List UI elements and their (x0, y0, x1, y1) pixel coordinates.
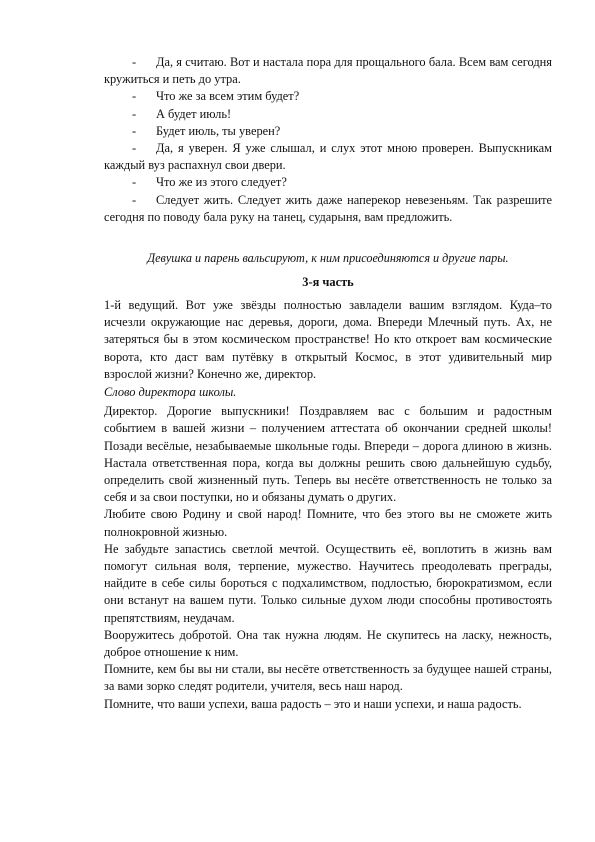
dialogue-line (104, 88, 552, 105)
dialogue-line (104, 192, 552, 226)
director-title: Слово директора школы. (104, 385, 237, 400)
director-paragraph: Помните, что ваши успехи, ваша радость – это и наши успехи, и наша радость. (104, 696, 522, 711)
dialogue-text: А будет июль! (156, 106, 232, 121)
dialogue-dash: - (132, 175, 137, 190)
host-paragraph (104, 297, 552, 383)
dialogue-dash: - (132, 89, 137, 104)
director-paragraph: Не забудьте запастись светлой мечтой. Осуществить её, воплотить в жизнь вам помогут сильная воля, терпение, мужество. Научитесь преодолевать преграды, найдите в себе силы бороться с подхалимством, подлостью, бюрократизмом, если они встанут на вашем пути. Только сильные духом люди способны противостоять препятствиям, неудачам. (104, 541, 552, 625)
stage-direction: Девушка и парень вальсируют, к ним присоединяются и другие пары. (147, 251, 509, 265)
dialogue-text: Что же из этого следует? (156, 175, 287, 190)
dialogue-dash: - (132, 55, 137, 69)
dialogue-text: Что же за всем этим будет? (156, 89, 300, 104)
dialogue-text: Да, я уверен. Я уже слышал, и слух этот мною проверен. Выпускникам каждый вуз распахнул свои двери. (104, 141, 552, 173)
director-paragraph: Любите свою Родину и свой народ! Помните, что без этого вы не сможете жить полнокровной жизнью. (104, 507, 552, 539)
director-paragraph: Помните, кем бы вы ни стали, вы несёте ответственность за будущее нашей страны, за вами зорко следят родители, учителя, весь наш народ. (104, 662, 552, 694)
body-text (104, 297, 552, 713)
dialogue-block (104, 54, 552, 226)
dialogue-line (104, 174, 552, 191)
dialogue-line (104, 140, 552, 174)
dialogue-dash: - (132, 106, 137, 121)
dialogue-dash: - (132, 141, 137, 156)
dialogue-text: Да, я считаю. Вот и настала пора для прощального бала. Всем вам сегодня кружиться и петь до утра. (104, 55, 552, 87)
dialogue-line (104, 123, 552, 140)
dialogue-line (104, 54, 552, 88)
dialogue-text: Следует жить. Следует жить даже наперекор невезеньям. Так разрешите сегодня по поводу бала руку на танец, сударыня, вам предложить. (104, 192, 552, 224)
section-heading: 3-я часть (302, 275, 354, 289)
dialogue-line (104, 106, 552, 123)
director-paragraph: Вооружитесь добротой. Она так нужна людям. Не скупитесь на ласку, нежность, доброе отношение к ним. (104, 627, 552, 660)
dialogue-dash: - (132, 123, 137, 138)
dialogue-dash: - (132, 192, 137, 207)
director-paragraph: Директор. Дорогие выпускники! Поздравляем вас с большим и радостным событием в вашей жизни – получением аттестата об окончании средней школы! Позади весёлые, незабываемые школьные годы. Впереди – дорога длиною в жизнь. Настала ответственная пора, когда вы должны решить свою дальнейшую судьбу, определить свой жизненный путь. Теперь вы несёте ответственность не только за себя и за свои поступки, но и обязаны думать о других. (104, 404, 552, 505)
dialogue-text: Будет июль, ты уверен? (156, 123, 281, 138)
host-paragraph-text: 1-й ведущий. Вот уже звёзды полностью завладели вашим взглядом. Куда–то исчезли окружающие нас деревья, дороги, дома. Впереди Млечный путь. Ах, не затеряться бы в этом космическом пространстве! Но кто откроет вам космические ворота, кто даст вам путёвку в открытый Космос, в этот удивительный мир взрослой жизни? Конечно же, директор. (104, 298, 552, 381)
